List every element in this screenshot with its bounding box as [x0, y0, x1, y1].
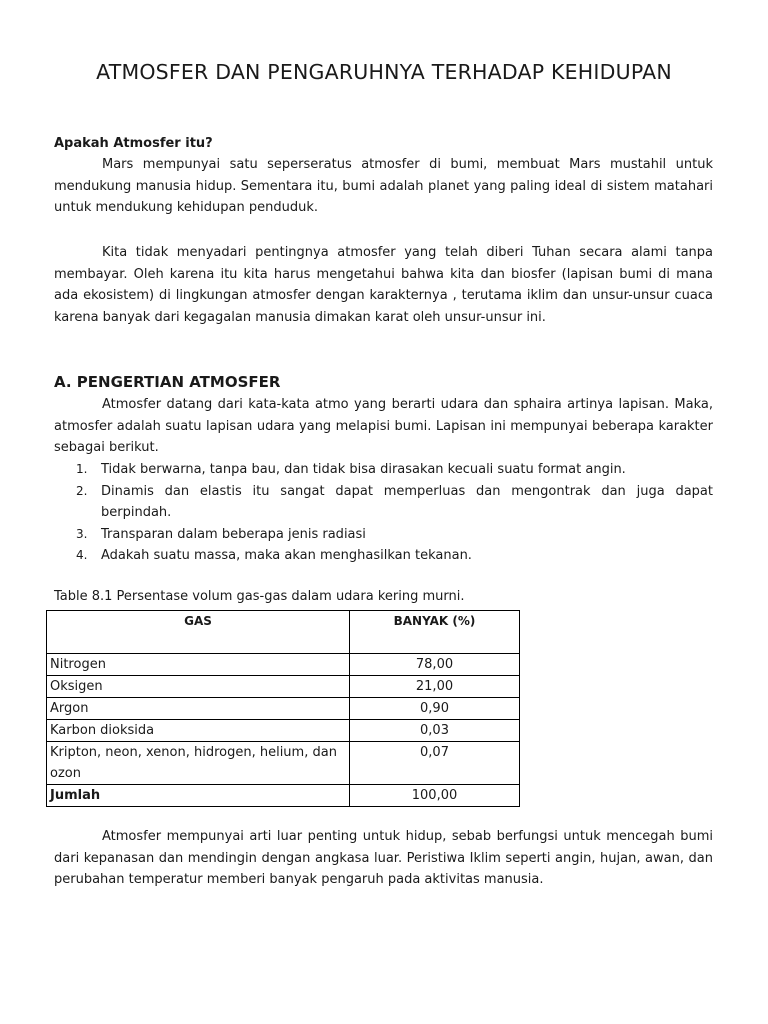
table-cell-total-label: Jumlah — [47, 785, 350, 807]
list-item-text: Transparan dalam beberapa jenis radiasi — [101, 526, 366, 542]
table-cell-gas: Argon — [47, 698, 350, 720]
table-cell-value: 0,07 — [350, 742, 520, 785]
table-row — [47, 742, 520, 785]
table-header-gas: GAS — [47, 611, 350, 654]
list-number: 4. — [76, 548, 88, 562]
gas-composition-table — [46, 610, 520, 807]
table-cell-gas: Karbon dioksida — [47, 720, 350, 742]
table-cell-gas: Nitrogen — [47, 654, 350, 676]
list-item — [54, 524, 713, 546]
table-caption: Table 8.1 Persentase volum gas-gas dalam udara kering murni. — [54, 589, 465, 604]
list-item-text: Adakah suatu massa, maka akan menghasilkan tekanan. — [101, 548, 472, 563]
table-row — [47, 698, 520, 720]
table-cell-value: 0,03 — [350, 720, 520, 742]
list-number: 3. — [76, 526, 88, 541]
table-cell-value: 0,90 — [350, 698, 520, 720]
paragraph-closing: Atmosfer mempunyai arti luar penting untuk hidup, sebab berfungsi untuk mencegah bumi dari kepanasan dan mendingin dengan angkasa luar. Peristiwa Iklim seperti angin, hujan, awan, dan perubahan temperatur memberi banyak pengaruh pada aktivitas manusia. — [54, 829, 713, 887]
table-cell-value: 78,00 — [350, 654, 520, 676]
table-cell-gas: Kripton, neon, xenon, hidrogen, helium, dan ozon — [47, 742, 350, 785]
table-header-banyak: BANYAK (%) — [350, 611, 520, 654]
table-cell-value: 21,00 — [350, 676, 520, 698]
characteristics-list — [54, 459, 713, 567]
list-number: 2. — [76, 483, 88, 498]
list-item-text: Dinamis dan elastis itu sangat dapat memperluas dan mengontrak dan juga dapat berpindah. — [101, 483, 713, 520]
paragraph-kita-tidak-menyadari: Kita tidak menyadari pentingnya atmosfer yang telah diberi Tuhan secara alami tanpa membayar. Oleh karena itu kita harus mengetahui bahwa kita dan biosfer (lapisan bumi di mana ada ekosistem) di lingkungan atmosfer dengan karakternya , terutama iklim dan unsur-unsur cuaca karena banyak dari kegagalan manusia dimakan karat oleh unsur-unsur ini. — [54, 245, 713, 325]
page-title: ATMOSFER DAN PENGARUHNYA TERHADAP KEHIDUPAN — [96, 60, 672, 84]
section-heading-apakah-atmosfer: Apakah Atmosfer itu? — [54, 136, 213, 151]
list-item — [54, 545, 713, 567]
table-cell-total-value: 100,00 — [350, 785, 520, 807]
list-item-text: Tidak berwarna, tanpa bau, dan tidak bisa dirasakan kecuali suatu format angin. — [101, 462, 626, 477]
section-heading-pengertian-atmosfer: A. PENGERTIAN ATMOSFER — [54, 373, 281, 391]
table-row — [47, 720, 520, 742]
table-row — [47, 676, 520, 698]
table-row — [47, 654, 520, 676]
list-item — [54, 459, 713, 481]
list-item — [54, 481, 713, 524]
paragraph-pengertian: Atmosfer datang dari kata-kata atmo yang berarti udara dan sphaira artinya lapisan. Maka, atmosfer adalah suatu lapisan udara yang melapisi bumi. Lapisan ini mempunyai beberapa karakter sebagai berikut. — [54, 397, 713, 455]
table-cell-gas: Oksigen — [47, 676, 350, 698]
paragraph-mars: Mars mempunyai satu seperseratus atmosfer di bumi, membuat Mars mustahil untuk mendukung manusia hidup. Sementara itu, bumi adalah planet yang paling ideal di sistem matahari untuk mendukung kehidupan penduduk. — [54, 157, 713, 215]
list-number: 1. — [76, 462, 88, 476]
table-total-row — [47, 785, 520, 807]
table-header-row — [47, 611, 520, 654]
